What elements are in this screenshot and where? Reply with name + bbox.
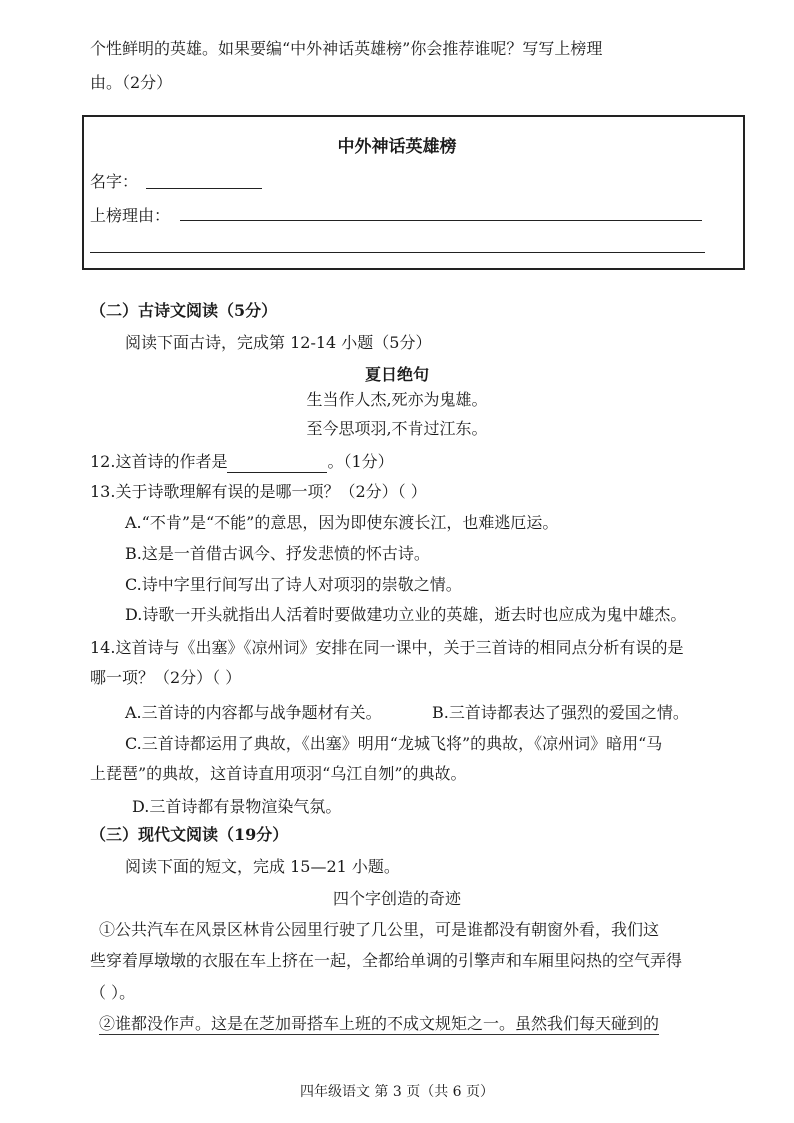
question-13-option-c: C.诗中字里行间写出了诗人对项羽的崇敬之情。 bbox=[125, 575, 462, 594]
paragraph-1-line-3: （ ）。 bbox=[90, 983, 136, 1002]
question-14-option-c-line-2: 上琵琶”的典故，这首诗直用项羽“乌江自刎”的典故。 bbox=[90, 764, 467, 783]
question-14-option-c-line-1: C.三首诗都运用了典故，《出塞》明用“龙城飞将”的典故，《凉州词》暗用“马 bbox=[125, 734, 663, 753]
poem-line-1: 生当作人杰,死亦为鬼雄。 bbox=[306, 390, 488, 409]
name-label: 名字： bbox=[90, 172, 139, 191]
reason-label: 上榜理由： bbox=[90, 206, 171, 225]
section-2-instruction: 阅读下面古诗，完成第 12-14 小题（5分） bbox=[125, 333, 432, 352]
intro-line-1: 个性鲜明的英雄。如果要编“中外神话英雄榜”你会推荐谁呢？写写上榜理 bbox=[90, 39, 603, 58]
question-13-option-d: D.诗歌一开头就指出人活着时要做建功立业的英雄，逝去时也应成为鬼中雄杰。 bbox=[125, 605, 687, 624]
name-answer-line[interactable] bbox=[146, 188, 262, 189]
page-footer: 四年级语文 第 3 页（共 6 页） bbox=[299, 1084, 495, 1100]
section-2-heading: （二）古诗文阅读（5分） bbox=[90, 301, 278, 320]
section-3-heading: （三）现代文阅读（19分） bbox=[90, 825, 289, 844]
reason-answer-line-2[interactable] bbox=[90, 252, 705, 253]
reason-answer-line-1[interactable] bbox=[180, 220, 702, 221]
paragraph-1-line-1: ①公共汽车在风景区林肯公园里行驶了几公里，可是谁都没有朝窗外看，我们这 bbox=[99, 920, 660, 939]
question-14-option-b: B.三首诗都表达了强烈的爱国之情。 bbox=[432, 703, 689, 722]
poem-line-2: 至今思项羽,不肯过江东。 bbox=[306, 419, 488, 438]
question-12 bbox=[90, 451, 394, 473]
question-12-text: 12.这首诗的作者是 bbox=[90, 452, 228, 471]
paragraph-1-line-2: 些穿着厚墩墩的衣服在车上挤在一起，全都给单调的引擎声和车厢里闷热的空气弄得 bbox=[90, 951, 683, 970]
question-12-points: 。（1分） bbox=[327, 452, 394, 471]
question-13-option-a: A.“不肯”是“不能”的意思，因为即使东渡长江，也难逃厄运。 bbox=[125, 513, 559, 532]
question-13-option-b: B.这是一首借古讽今、抒发悲愤的怀古诗。 bbox=[125, 544, 430, 563]
hero-box-title: 中外神话英雄榜 bbox=[337, 137, 457, 157]
question-14-option-a: A.三首诗的内容都与战争题材有关。 bbox=[125, 703, 382, 722]
paragraph-2-underlined-text: ②谁都没作声。这是在芝加哥搭车上班的不成文规矩之一。虽然我们每天碰到的 bbox=[99, 1014, 660, 1033]
question-14-option-d: D.三首诗都有景物渲染气氛。 bbox=[132, 797, 342, 816]
question-14-line-1: 14.这首诗与《出塞》《凉州词》安排在同一课中，关于三首诗的相同点分析有误的是 bbox=[90, 638, 684, 657]
question-14-line-2: 哪一项？（2分）（ ） bbox=[90, 668, 242, 687]
paragraph-2-line-1 bbox=[99, 1013, 659, 1035]
section-3-instruction: 阅读下面的短文，完成 15—21 小题。 bbox=[125, 857, 400, 876]
intro-line-2: 由。（2分） bbox=[90, 73, 173, 92]
question-13: 13.关于诗歌理解有误的是哪一项？（2分）（ ） bbox=[90, 482, 427, 501]
poem-title: 夏日绝句 bbox=[364, 365, 429, 384]
question-12-answer-blank[interactable] bbox=[227, 456, 327, 473]
article-title: 四个字创造的奇迹 bbox=[332, 889, 461, 908]
